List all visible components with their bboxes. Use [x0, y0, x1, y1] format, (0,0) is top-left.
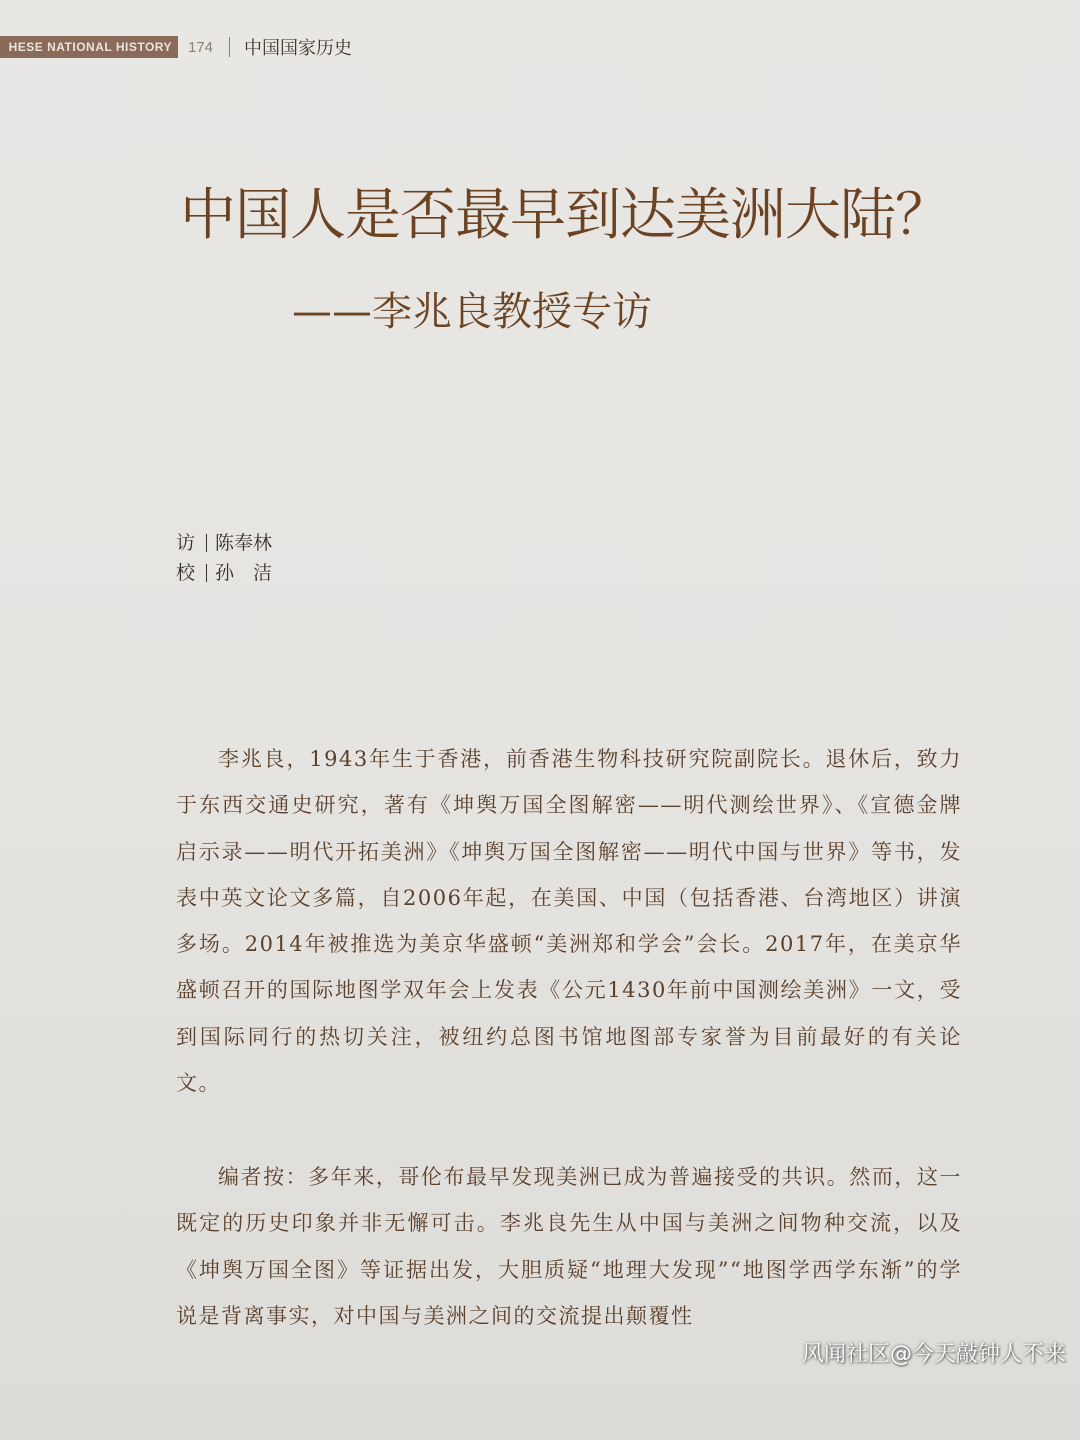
article-subtitle: ——李兆良教授专访 — [292, 289, 652, 335]
credit-divider — [206, 534, 207, 552]
header-divider — [229, 37, 230, 57]
credit-name: 孙 洁 — [215, 562, 273, 584]
editor-note-paragraph: 编者按：多年来，哥伦布最早发现美洲已成为普遍接受的共识。然而，这一既定的历史印象并非无懈可击。李兆良先生从中国与美洲之间物种交流，以及《坤舆万国全图》等证据出发，大胆质疑“地理大发现”“地图学西学东渐”的学说是背离事实，对中国与美洲之间的交流提出颠覆性 — [176, 1165, 962, 1328]
credit-name: 陈奉林 — [215, 532, 273, 554]
watermark-text: 风闻社区@今天敲钟人不来 — [801, 1342, 1066, 1367]
credit-interviewer — [176, 528, 272, 558]
article-title: 中国人是否最早到达美洲大陆？ — [180, 183, 950, 248]
credit-divider — [206, 564, 207, 582]
page-number: 174 — [188, 38, 214, 56]
credits — [176, 528, 272, 588]
running-header — [0, 34, 352, 60]
author-bio-paragraph: 李兆良，1943年生于香港，前香港生物科技研究院副院长。退休后，致力于东西交通史研究，著有《坤舆万国全图解密——明代测绘世界》、《宣德金牌启示录——明代开拓美洲》《坤舆万国全图解密——明代中国与世界》等书，发表中英文论文多篇，自2006年起，在美国、中国（包括香港、台湾地区）讲演多场。2014年被推选为美京华盛顿“美洲郑和学会”会长。2017年，在美京华盛顿召开的国际地图学双年会上发表《公元1430年前中国测绘美洲》一文，受到国际同行的热切关注，被纽约总图书馆地图部专家誉为目前最好的有关论文。 — [176, 747, 962, 1096]
book-title: 中国国家历史 — [244, 38, 353, 59]
credit-role: 校 — [176, 562, 196, 584]
credit-proofreader — [176, 558, 272, 588]
credit-role: 访 — [176, 532, 196, 554]
series-label: HESE NATIONAL HISTORY — [0, 36, 178, 58]
